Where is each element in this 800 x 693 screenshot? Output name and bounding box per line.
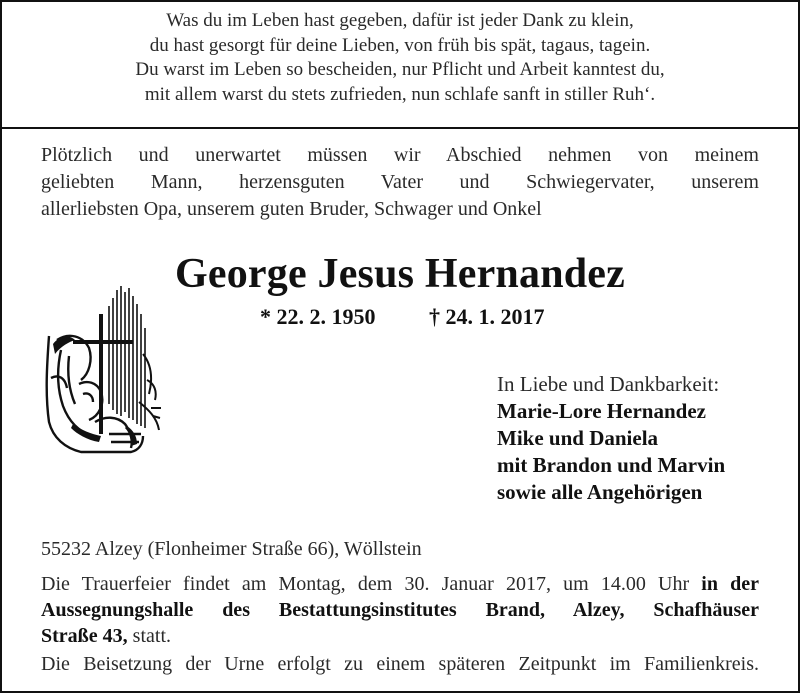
mourners-lead: In Liebe und Dankbarkeit: <box>497 372 720 396</box>
service-text: statt. <box>132 625 172 647</box>
poem-line: Du warst im Leben so bescheiden, nur Pflicht und Arbeit kanntest du, <box>135 59 665 80</box>
service-text: Die Trauerfeier findet am Montag, dem 30. Januar 2017, um 14.00 Uhr <box>41 573 690 595</box>
service-line <box>41 597 759 623</box>
mourner-name: sowie alle Angehörigen <box>497 480 703 504</box>
service-location-text: in der <box>701 573 760 595</box>
mourner-name: Marie-Lore Hernandez <box>497 399 706 423</box>
divider-rule <box>2 127 798 129</box>
service-location-text: Straße 43, <box>41 625 128 647</box>
family-address: 55232 Alzey (Flonheimer Straße 66), Wöllstein <box>41 538 422 560</box>
service-line <box>41 623 759 649</box>
service-line <box>41 571 759 597</box>
cross-mourning-figure-icon <box>39 284 161 456</box>
announcement-line: Plötzlich und unerwartet müssen wir Abschied nehmen von meinem <box>41 144 759 166</box>
mourner-name: mit Brandon und Marvin <box>497 453 726 477</box>
poem-line: du hast gesorgt für deine Lieben, von früh bis spät, tagaus, tagein. <box>149 34 651 56</box>
service-location-text: Aussegnungshalle des Bestattungsinstitutes Brand, Alzey, Schafhäuser <box>41 599 759 621</box>
birth-date: * 22. 2. 1950 <box>260 304 376 329</box>
burial-info: Die Beisetzung der Urne erfolgt zu einem späteren Zeitpunkt im Familienkreis. <box>41 653 759 675</box>
announcement-line: allerliebsten Opa, unserem guten Bruder, Schwager und Onkel <box>41 198 542 220</box>
mourner-name: Mike und Daniela <box>497 426 659 450</box>
deceased-name: George Jesus Hernandez <box>175 251 625 297</box>
announcement-line: geliebten Mann, herzensguten Vater und Schwiegervater, unserem <box>41 171 759 193</box>
memorial-poem <box>2 9 798 107</box>
funeral-service-info <box>41 571 759 649</box>
poem-line: Was du im Leben hast gegeben, dafür ist jeder Dank zu klein, <box>166 10 634 31</box>
death-date: † 24. 1. 2017 <box>429 304 545 329</box>
announcement-text <box>41 142 759 223</box>
poem-line: mit allem warst du stets zufrieden, nun schlafe sanft in stiller Ruh‘. <box>144 83 656 105</box>
mourners-block <box>497 371 759 506</box>
